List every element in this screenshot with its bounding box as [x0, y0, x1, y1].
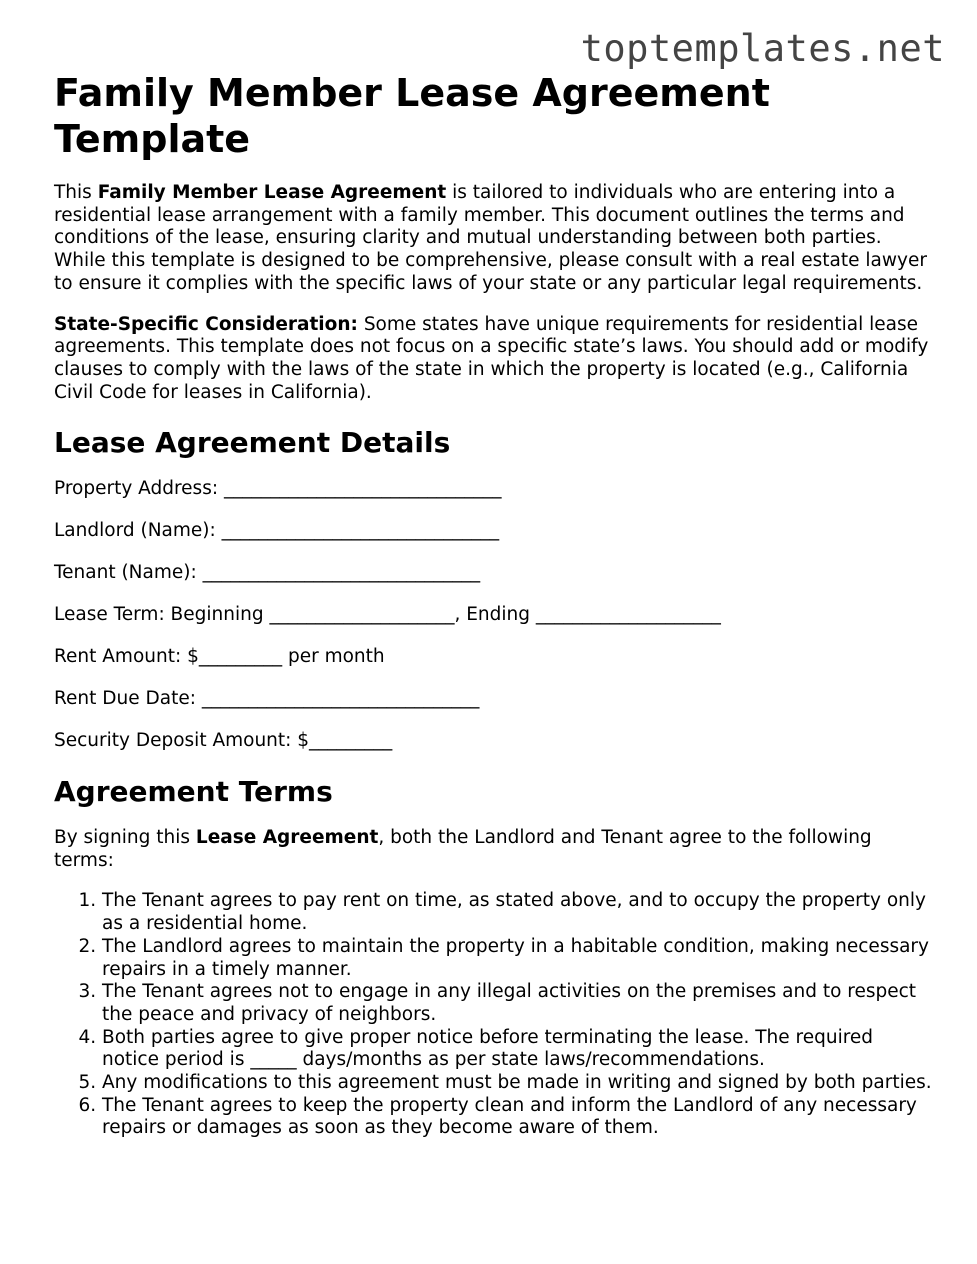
terms-list	[54, 890, 934, 1140]
state-note-paragraph	[54, 314, 934, 405]
terms-intro-bold: Lease Agreement	[195, 827, 379, 849]
intro-prefix: This	[54, 182, 98, 203]
terms-intro-suffix: , both the Landlord and Tenant agree to the following terms:	[54, 827, 872, 871]
intro-bold: Family Member Lease Agreement	[97, 182, 447, 203]
terms-list-item: 5. Any modifications to this agreement must be made in writing and signed by both parties.	[102, 1072, 934, 1095]
terms-list-item: 3. The Tenant agrees not to engage in any illegal activities on the premises and to respect the peace and privacy of neighbors.	[102, 981, 934, 1026]
terms-list-item: 1. The Tenant agrees to pay rent on time, as stated above, and to occupy the property only as a residential home.	[102, 890, 934, 935]
terms-list-item: 6. The Tenant agrees to keep the property clean and inform the Landlord of any necessary repairs or damages as soon as they become aware of them.	[102, 1095, 934, 1140]
state-note-text: Some states have unique requirements for residential lease agreements. This template does not focus on a specific state’s laws. You should add or modify clauses to comply with the laws of the state in which the property is located (e.g., California Civil Code for leases in California).	[54, 313, 929, 403]
field-tenant-name: Tenant (Name): ______________________________	[54, 562, 481, 584]
field-security-deposit: Security Deposit Amount: $_________	[54, 730, 393, 752]
terms-intro-paragraph	[54, 827, 934, 872]
intro-suffix: is tailored to individuals who are entering into a residential lease arrangement with a family member. This document outlines the terms and conditions of the lease, ensuring clarity and mutual understanding between both parties. While this template is designed to be comprehensive, please consult with a real estate lawyer to ensure it complies with the specific laws of your state or any particular legal requirements.	[54, 182, 927, 294]
field-rent-amount: Rent Amount: $_________ per month	[54, 646, 385, 668]
intro-paragraph	[54, 182, 934, 296]
details-heading: Lease Agreement Details	[54, 426, 451, 460]
document-title: Family Member Lease Agreement Template	[54, 71, 770, 161]
terms-list-item: 2. The Landlord agrees to maintain the property in a habitable condition, making necessary repairs in a timely manner.	[102, 936, 934, 981]
terms-list-item: 4. Both parties agree to give proper notice before terminating the lease. The required notice period is _____ days/months as per state laws/recommendations.	[102, 1027, 934, 1072]
terms-heading: Agreement Terms	[54, 775, 333, 809]
field-landlord-name: Landlord (Name): ______________________________	[54, 520, 500, 542]
field-property-address: Property Address: ______________________________	[54, 478, 502, 500]
terms-intro-prefix: By signing this	[54, 827, 196, 849]
state-note-bold: State-Specific Consideration:	[54, 313, 358, 335]
field-lease-term: Lease Term: Beginning ____________________, Ending ____________________	[54, 604, 721, 626]
document-body	[54, 70, 934, 1140]
watermark: toptemplates.net	[580, 27, 945, 70]
field-rent-due-date: Rent Due Date: ______________________________	[54, 688, 480, 710]
